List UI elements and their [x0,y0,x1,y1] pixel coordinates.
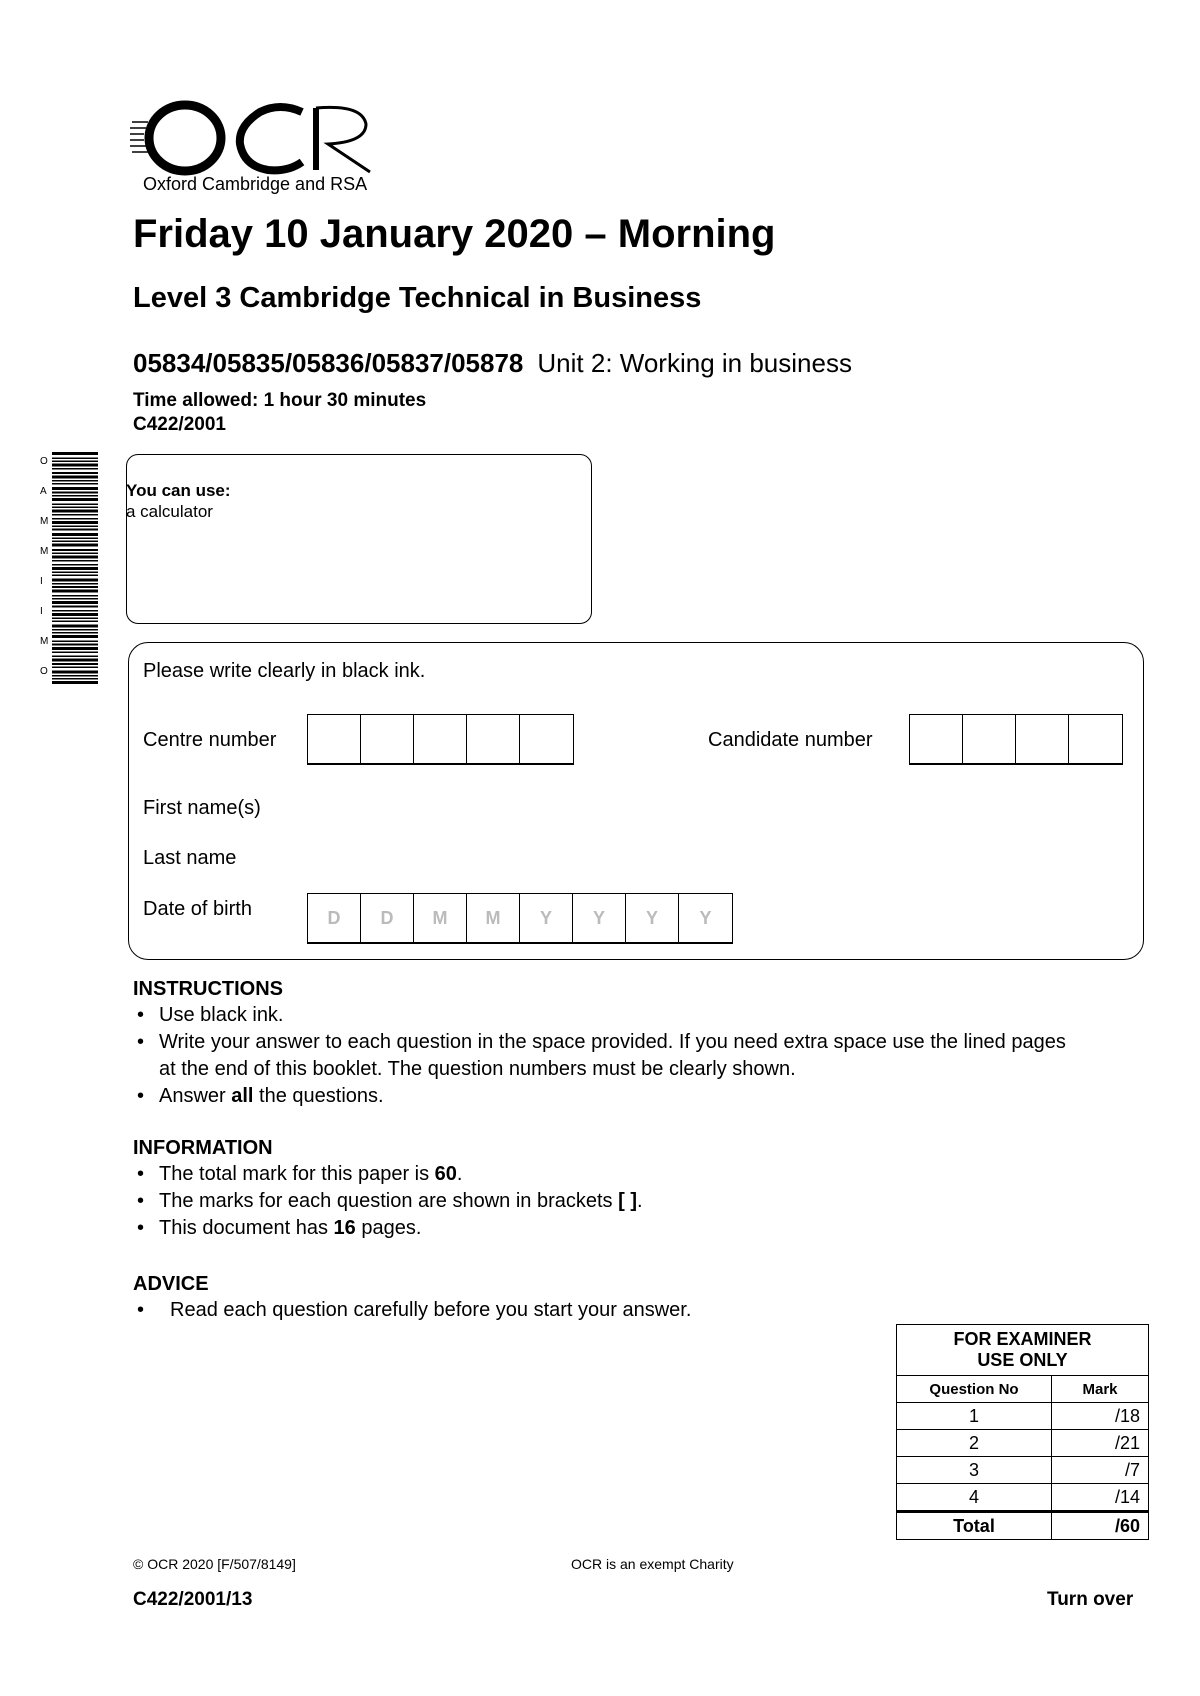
question-number: 1 [897,1403,1052,1430]
question-mark: /7 [1052,1457,1149,1484]
paper-reference: C422/2001 [133,414,226,435]
side-barcode [38,452,100,684]
total-row [897,1512,1149,1540]
candidate-digit[interactable] [1069,715,1122,763]
question-number: 3 [897,1457,1052,1484]
copyright-notice: © OCR 2020 [F/507/8149] [133,1556,296,1572]
instructions-heading: INSTRUCTIONS [133,978,283,1000]
mark-header: Mark [1052,1376,1149,1403]
date-of-birth-field[interactable] [307,893,733,944]
centre-digit[interactable] [361,715,414,763]
candidate-digit[interactable] [1016,715,1069,763]
dob-cell[interactable]: Y [573,894,626,942]
instructions-list [133,1002,1073,1110]
you-can-use-heading: You can use: [126,481,231,500]
logo-subtitle: Oxford Cambridge and RSA [143,174,368,194]
barcode-letter: M [40,516,49,527]
you-can-use-box [126,454,592,624]
centre-number-field[interactable] [307,714,574,765]
advice-list [133,1297,1033,1324]
instruction-item: • Answer all the questions. [133,1083,1073,1110]
information-item: • The total mark for this paper is 60. [133,1161,1033,1188]
dob-cell[interactable]: M [467,894,520,942]
dob-cell[interactable]: D [308,894,361,942]
information-item: • This document has 16 pages. [133,1215,1033,1242]
question-number: 2 [897,1430,1052,1457]
candidate-digit[interactable] [910,715,963,763]
you-can-use-item: a calculator [126,502,213,521]
black-ink-prompt: Please write clearly in black ink. [143,660,426,682]
barcode-letter: I [40,576,43,587]
first-name-label: First name(s) [143,797,261,819]
charity-notice: OCR is an exempt Charity [571,1556,734,1572]
unit-line [133,348,852,379]
barcode-letter: O [40,456,48,467]
barcode-letter: A [40,486,47,497]
exam-date: Friday 10 January 2020 – Morning [133,212,776,256]
table-row [897,1430,1149,1457]
information-item: • The marks for each question are shown in brackets [ ]. [133,1188,1033,1215]
question-mark: /18 [1052,1403,1149,1430]
candidate-number-field[interactable] [909,714,1123,765]
information-list [133,1161,1033,1242]
instruction-item: • Write your answer to each question in the space provided. If you need extra space use the lined pages at the end of this booklet. The question numbers must be clearly shown. [133,1029,1073,1083]
question-mark: /14 [1052,1484,1149,1512]
question-mark: /21 [1052,1430,1149,1457]
question-number: 4 [897,1484,1052,1512]
table-row [897,1403,1149,1430]
unit-codes: 05834/05835/05836/05837/05878 [133,348,524,378]
instruction-item: • Use black ink. [133,1002,1073,1029]
dob-cell[interactable]: Y [699,907,712,928]
dob-cell[interactable]: M [414,894,467,942]
advice-item: • Read each question carefully before you start your answer. [133,1297,1033,1324]
turn-over-label: Turn over [1047,1589,1134,1610]
centre-digit[interactable] [520,715,573,763]
document-code: C422/2001/13 [133,1589,253,1610]
total-label: Total [897,1512,1052,1540]
centre-digit[interactable] [308,715,361,763]
barcode-letter: O [40,666,48,677]
table-row [897,1484,1149,1512]
barcode-letter: I [40,606,43,617]
examiner-table [896,1324,1149,1540]
candidate-digit[interactable] [963,715,1016,763]
examiner-table-title: FOR EXAMINER USE ONLY [897,1325,1149,1376]
centre-number-label: Centre number [143,729,277,751]
dob-cell[interactable]: Y [520,894,573,942]
qualification-title: Level 3 Cambridge Technical in Business [133,282,702,314]
unit-title: Unit 2: Working in business [537,348,852,378]
candidate-number-label: Candidate number [708,729,873,751]
dob-label: Date of birth [143,898,252,920]
advice-heading: ADVICE [133,1273,209,1295]
barcode-letter: M [40,546,49,557]
centre-digit[interactable] [467,715,520,763]
centre-digit[interactable] [414,715,467,763]
dob-cell[interactable]: Y [626,894,679,942]
table-row [897,1457,1149,1484]
information-heading: INFORMATION [133,1137,273,1159]
dob-cell[interactable]: D [361,894,414,942]
question-no-header: Question No [897,1376,1052,1403]
time-allowed: Time allowed: 1 hour 30 minutes [133,390,427,411]
barcode-letter: M [40,636,49,647]
total-mark: /60 [1052,1512,1149,1540]
last-name-label: Last name [143,847,237,869]
